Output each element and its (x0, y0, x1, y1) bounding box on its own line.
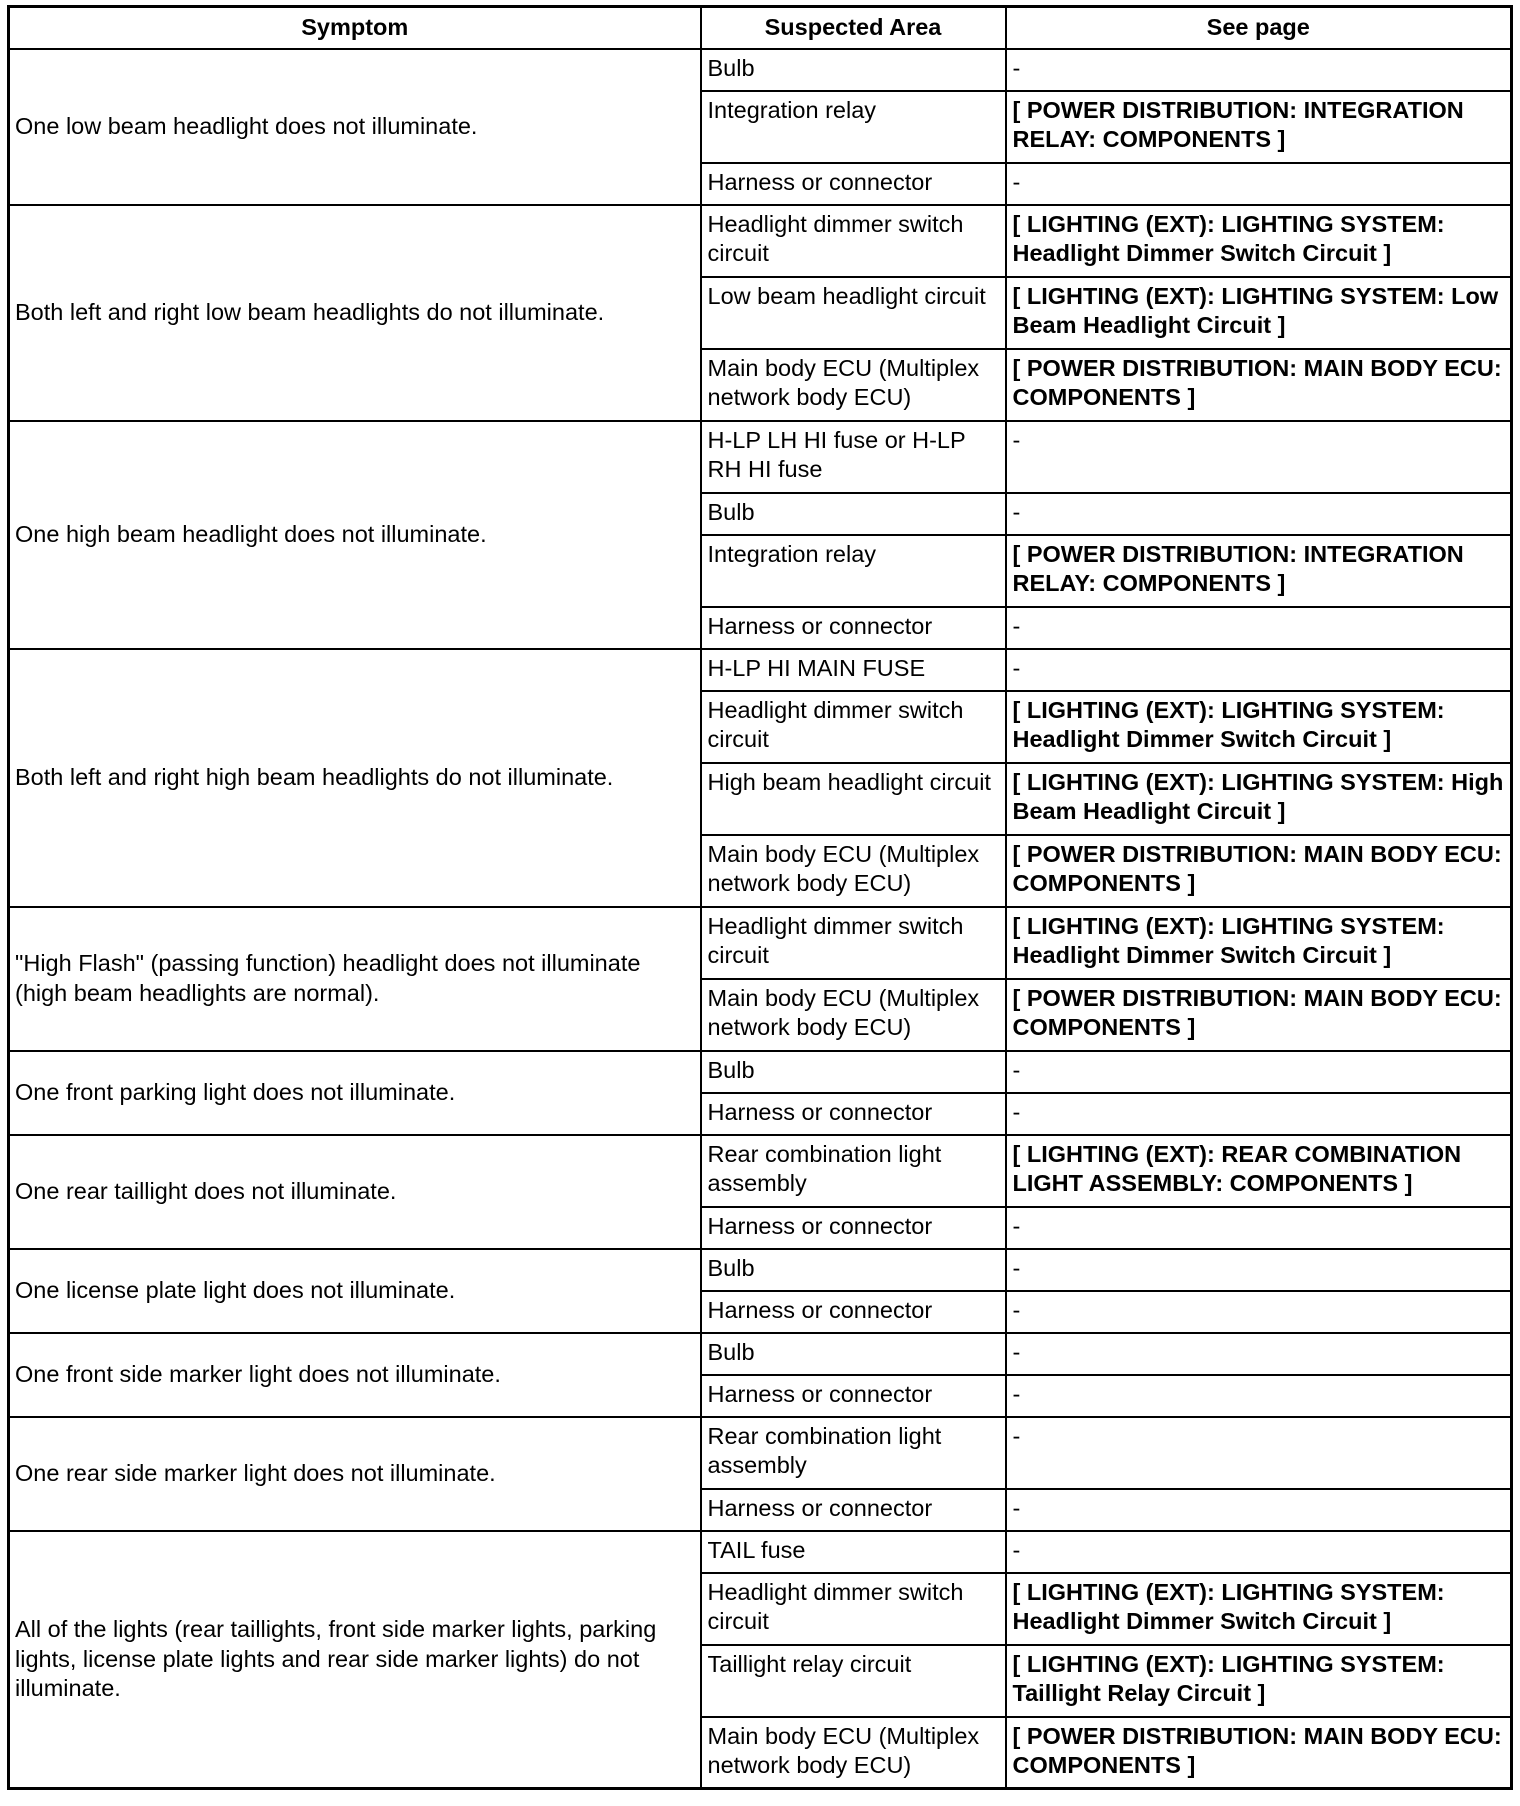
see-page-reference: [ LIGHTING (EXT): LIGHTING SYSTEM: Headlight Dimmer Switch Circuit ] (1006, 907, 1512, 979)
symptom-cell: "High Flash" (passing function) headlight does not illuminate (high beam headlights are normal). (9, 907, 701, 1051)
symptom-cell: Both left and right high beam headlights do not illuminate. (9, 649, 701, 907)
problem-symptoms-sheet (7, 5, 1510, 1790)
table-row (9, 1135, 1512, 1207)
suspected-area-cell: Headlight dimmer switch circuit (701, 205, 1006, 277)
table-row (9, 1051, 1512, 1093)
see-page-reference: [ LIGHTING (EXT): LIGHTING SYSTEM: High Beam Headlight Circuit ] (1006, 763, 1512, 835)
suspected-area-cell: Harness or connector (701, 1291, 1006, 1333)
suspected-area-cell: Rear combination light assembly (701, 1135, 1006, 1207)
symptom-cell: One high beam headlight does not illuminate. (9, 421, 701, 649)
see-page-cell: - (1006, 1291, 1512, 1333)
suspected-area-cell: Main body ECU (Multiplex network body ECU) (701, 1717, 1006, 1789)
see-page-cell: - (1006, 1093, 1512, 1135)
see-page-reference: [ POWER DISTRIBUTION: INTEGRATION RELAY: COMPONENTS ] (1006, 91, 1512, 163)
suspected-area-cell: Taillight relay circuit (701, 1645, 1006, 1717)
see-page-cell: - (1006, 1207, 1512, 1249)
see-page-cell: - (1006, 1489, 1512, 1531)
see-page-cell: - (1006, 1333, 1512, 1375)
symptom-cell: Both left and right low beam headlights do not illuminate. (9, 205, 701, 421)
symptom-cell: One low beam headlight does not illuminate. (9, 49, 701, 205)
see-page-reference: [ POWER DISTRIBUTION: MAIN BODY ECU: COMPONENTS ] (1006, 835, 1512, 907)
suspected-area-cell: Integration relay (701, 91, 1006, 163)
suspected-area-cell: Harness or connector (701, 1489, 1006, 1531)
suspected-area-cell: Harness or connector (701, 1093, 1006, 1135)
see-page-reference: [ POWER DISTRIBUTION: MAIN BODY ECU: COMPONENTS ] (1006, 979, 1512, 1051)
table-row (9, 421, 1512, 493)
see-page-cell: - (1006, 607, 1512, 649)
suspected-area-cell: H-LP LH HI fuse or H-LP RH HI fuse (701, 421, 1006, 493)
see-page-cell: - (1006, 1531, 1512, 1573)
see-page-cell: - (1006, 493, 1512, 535)
see-page-cell: - (1006, 1249, 1512, 1291)
table-row (9, 1333, 1512, 1375)
header-row (9, 7, 1512, 49)
see-page-cell: - (1006, 649, 1512, 691)
suspected-area-cell: Bulb (701, 1051, 1006, 1093)
see-page-cell: - (1006, 1417, 1512, 1489)
symptom-cell: One rear taillight does not illuminate. (9, 1135, 701, 1249)
suspected-area-cell: Harness or connector (701, 1375, 1006, 1417)
see-page-reference: [ LIGHTING (EXT): LIGHTING SYSTEM: Headlight Dimmer Switch Circuit ] (1006, 1573, 1512, 1645)
suspected-area-cell: Harness or connector (701, 163, 1006, 205)
suspected-area-cell: Main body ECU (Multiplex network body ECU) (701, 835, 1006, 907)
table-row (9, 1249, 1512, 1291)
symptom-cell: One license plate light does not illuminate. (9, 1249, 701, 1333)
suspected-area-cell: Bulb (701, 1249, 1006, 1291)
see-page-cell: - (1006, 1051, 1512, 1093)
table-row (9, 1417, 1512, 1489)
suspected-area-cell: High beam headlight circuit (701, 763, 1006, 835)
header-see-page: See page (1006, 7, 1512, 49)
see-page-reference: [ POWER DISTRIBUTION: MAIN BODY ECU: COMPONENTS ] (1006, 349, 1512, 421)
table-body (9, 49, 1512, 1789)
see-page-reference: [ POWER DISTRIBUTION: INTEGRATION RELAY: COMPONENTS ] (1006, 535, 1512, 607)
suspected-area-cell: Bulb (701, 49, 1006, 91)
table-row (9, 649, 1512, 691)
suspected-area-cell: Main body ECU (Multiplex network body ECU) (701, 979, 1006, 1051)
problem-symptoms-table (7, 5, 1513, 1790)
suspected-area-cell: Bulb (701, 1333, 1006, 1375)
header-suspected-area: Suspected Area (701, 7, 1006, 49)
symptom-cell: All of the lights (rear taillights, front side marker lights, parking lights, license plate lights and rear side marker lights) do not illuminate. (9, 1531, 701, 1789)
symptom-cell: One front parking light does not illuminate. (9, 1051, 701, 1135)
suspected-area-cell: Bulb (701, 493, 1006, 535)
see-page-cell: - (1006, 1375, 1512, 1417)
suspected-area-cell: Main body ECU (Multiplex network body ECU) (701, 349, 1006, 421)
table-header (9, 7, 1512, 49)
suspected-area-cell: Low beam headlight circuit (701, 277, 1006, 349)
table-row (9, 907, 1512, 979)
suspected-area-cell: Rear combination light assembly (701, 1417, 1006, 1489)
suspected-area-cell: Headlight dimmer switch circuit (701, 1573, 1006, 1645)
see-page-cell: - (1006, 163, 1512, 205)
table-row (9, 49, 1512, 91)
header-symptom: Symptom (9, 7, 701, 49)
see-page-reference: [ LIGHTING (EXT): LIGHTING SYSTEM: Headlight Dimmer Switch Circuit ] (1006, 691, 1512, 763)
symptom-cell: One rear side marker light does not illuminate. (9, 1417, 701, 1531)
table-row (9, 205, 1512, 277)
suspected-area-cell: H-LP HI MAIN FUSE (701, 649, 1006, 691)
table-row (9, 1531, 1512, 1573)
suspected-area-cell: Headlight dimmer switch circuit (701, 691, 1006, 763)
see-page-reference: [ LIGHTING (EXT): REAR COMBINATION LIGHT ASSEMBLY: COMPONENTS ] (1006, 1135, 1512, 1207)
see-page-reference: [ POWER DISTRIBUTION: MAIN BODY ECU: COMPONENTS ] (1006, 1717, 1512, 1789)
suspected-area-cell: Integration relay (701, 535, 1006, 607)
see-page-reference: [ LIGHTING (EXT): LIGHTING SYSTEM: Taillight Relay Circuit ] (1006, 1645, 1512, 1717)
suspected-area-cell: Harness or connector (701, 607, 1006, 649)
see-page-cell: - (1006, 49, 1512, 91)
suspected-area-cell: Headlight dimmer switch circuit (701, 907, 1006, 979)
suspected-area-cell: Harness or connector (701, 1207, 1006, 1249)
see-page-cell: - (1006, 421, 1512, 493)
symptom-cell: One front side marker light does not illuminate. (9, 1333, 701, 1417)
see-page-reference: [ LIGHTING (EXT): LIGHTING SYSTEM: Low Beam Headlight Circuit ] (1006, 277, 1512, 349)
see-page-reference: [ LIGHTING (EXT): LIGHTING SYSTEM: Headlight Dimmer Switch Circuit ] (1006, 205, 1512, 277)
suspected-area-cell: TAIL fuse (701, 1531, 1006, 1573)
